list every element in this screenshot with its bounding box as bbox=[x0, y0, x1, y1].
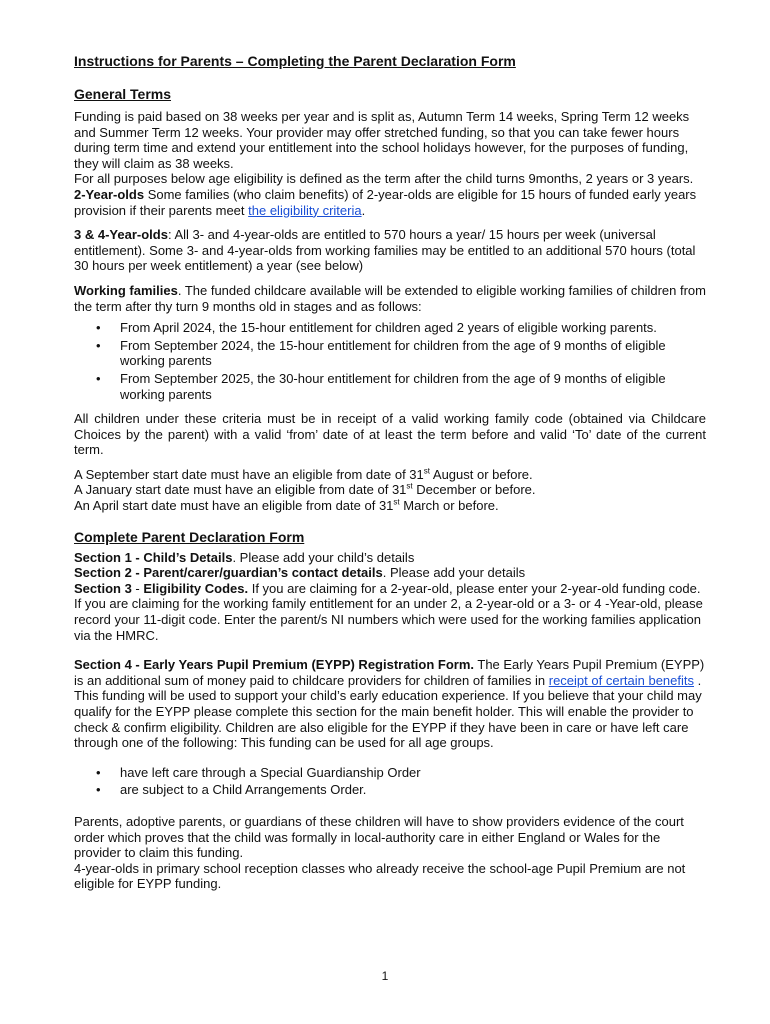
eligibility-paragraph: For all purposes below age eligibility is defined as the term after the child turns 9months, 2 years or 3 years. bbox=[74, 171, 694, 187]
section-4-text-2: . This funding will be used to support your child’s early education experience. If you believe that your child may qualify for the EYPP please complete this section for the main benefit holder. This will enable the provider to check & confirm eligibility. Children are also eligible for the EYPP if they have been in care or have left care through one of the following: This funding can be used for all age groups. bbox=[74, 672, 702, 751]
january-start: A January start date must have an eligible from date of 31st December or before. bbox=[74, 482, 536, 498]
section-2-line bbox=[74, 565, 706, 581]
list-item bbox=[74, 371, 706, 402]
stage-text: From September 2025, the 30-hour entitlement for children from the age of 9 months of eligible working parents bbox=[120, 370, 666, 402]
section-2-text: . Please add your details bbox=[382, 565, 526, 581]
all-children-paragraph: All children under these criteria must be in receipt of a valid working family code (obtained via Childcare Choices by the parent) with a valid ‘from’ date of at least the term before and valid ‘To’ date of the current term. bbox=[74, 411, 706, 458]
stages-list bbox=[74, 320, 706, 402]
list-item bbox=[74, 338, 706, 369]
bullet-icon: • bbox=[96, 370, 101, 386]
section-1-label: Section 1 - Child’s Details bbox=[74, 549, 233, 565]
eligibility-criteria-link[interactable]: the eligibility criteria bbox=[248, 202, 362, 218]
funding-paragraph: Funding is paid based on 38 weeks per year and is split as, Autumn Term 14 weeks, Spring Term 12 weeks and Summer Term 12 weeks. Your provider may offer stretched funding, so that you can take fewer hours during term time and extend your entitlement into the school holidays however, for the purposes of funding, they will claim as 38 weeks. bbox=[74, 109, 690, 171]
bullet-icon: • bbox=[96, 782, 101, 798]
section-1-text: . Please add your child’s details bbox=[232, 549, 415, 565]
two-year-text: Some families (who claim benefits) of 2-year-olds are eligible for 15 hours of funded early years provision if their parents meet bbox=[74, 186, 697, 218]
care-item-text: are subject to a Child Arrangements Order. bbox=[120, 782, 367, 798]
april-start: An April start date must have an eligible from date of 31st March or before. bbox=[74, 497, 499, 514]
three-four-text: : All 3- and 4-year-olds are entitled to 570 hours a year/ 15 hours per week (universal entitlement). Some 3- and 4-year-olds from working families may be entitled to an additional 570 hours (total 30 hours per week entitlement) a year (see below) bbox=[74, 227, 696, 274]
list-item bbox=[74, 320, 706, 336]
two-year-label: 2-Year-olds bbox=[74, 186, 145, 202]
three-four-label: 3 & 4-Year-olds bbox=[74, 227, 168, 243]
certain-benefits-link[interactable]: receipt of certain benefits bbox=[548, 672, 694, 688]
bullet-icon: • bbox=[96, 320, 101, 336]
section-4-paragraph bbox=[74, 657, 706, 751]
working-families-text: . The funded childcare available will be extended to eligible working families of children from the term after thy turn 9 months old in stages and as follows: bbox=[74, 282, 706, 314]
bullet-icon: • bbox=[96, 764, 101, 780]
working-families-label: Working families bbox=[74, 282, 178, 298]
care-item-text: have left care through a Special Guardianship Order bbox=[120, 764, 421, 780]
list-item bbox=[74, 765, 706, 781]
page-number: 1 bbox=[381, 969, 389, 983]
two-year-end: . bbox=[361, 202, 366, 218]
document-page bbox=[74, 52, 706, 892]
two-year-paragraph bbox=[74, 187, 706, 218]
four-year-paragraph: 4-year-olds in primary school reception classes who already receive the school-age Pupil Premium are not eligible for EYPP funding. bbox=[74, 860, 686, 892]
parents-paragraph: Parents, adoptive parents, or guardians of these children will have to show providers evidence of the court order which proves that the child was formally in local-authority care in either England or Wales for the provider to claim this funding. bbox=[74, 813, 684, 861]
list-item bbox=[74, 782, 706, 798]
section-3-label-2: Eligibility Codes. bbox=[143, 580, 249, 596]
general-terms-heading: General Terms bbox=[74, 86, 172, 102]
three-four-paragraph bbox=[74, 227, 706, 274]
page-title: Instructions for Parents – Completing the Parent Declaration Form bbox=[74, 53, 516, 69]
start-dates-paragraph bbox=[74, 467, 706, 514]
section-3-text: If you are claiming for a 2-year-old, please enter your 2-year-old funding code. If you are claiming for the working family entitlement for an under 2, a 2-year-old or a 3- or 4 -Year-old, please record your 11-digit code. Enter the parent/s NI numbers which were used for the working families application via the HMRC. bbox=[74, 580, 703, 643]
working-families-paragraph bbox=[74, 283, 706, 314]
section-3-paragraph: Section 3 - Eligibility Codes. If you are claiming for a 2-year-old, please enter your 2-year-old funding code. If you are claiming for the working family entitlement for an under 2, a 2-year-old or a 3- or 4 -Year-old, please record your 11-digit code. Enter the parent/s NI numbers which were used for the working families application via the HMRC. bbox=[74, 580, 703, 643]
stage-text: From April 2024, the 15-hour entitlement for children aged 2 years of eligible working parents. bbox=[120, 320, 657, 336]
section-1-line bbox=[74, 550, 706, 566]
bullet-icon: • bbox=[96, 337, 101, 353]
section-4-label: Section 4 - Early Years Pupil Premium (EYPP) Registration Form. bbox=[74, 657, 474, 673]
section-2-label: Section 2 - Parent/carer/guardian’s contact details bbox=[74, 565, 383, 581]
stage-text: From September 2024, the 15-hour entitlement for children from the age of 9 months of eligible working parents bbox=[120, 337, 666, 369]
september-start: A September start date must have an eligible from date of 31st August or before. bbox=[74, 466, 533, 482]
section-3-label: Section 3 bbox=[74, 580, 132, 596]
complete-form-heading: Complete Parent Declaration Form bbox=[74, 528, 305, 545]
section-4-text: The Early Years Pupil Premium (EYPP) is an additional sum of money paid to childcare providers for children of families in bbox=[74, 657, 705, 688]
care-list bbox=[74, 765, 706, 798]
